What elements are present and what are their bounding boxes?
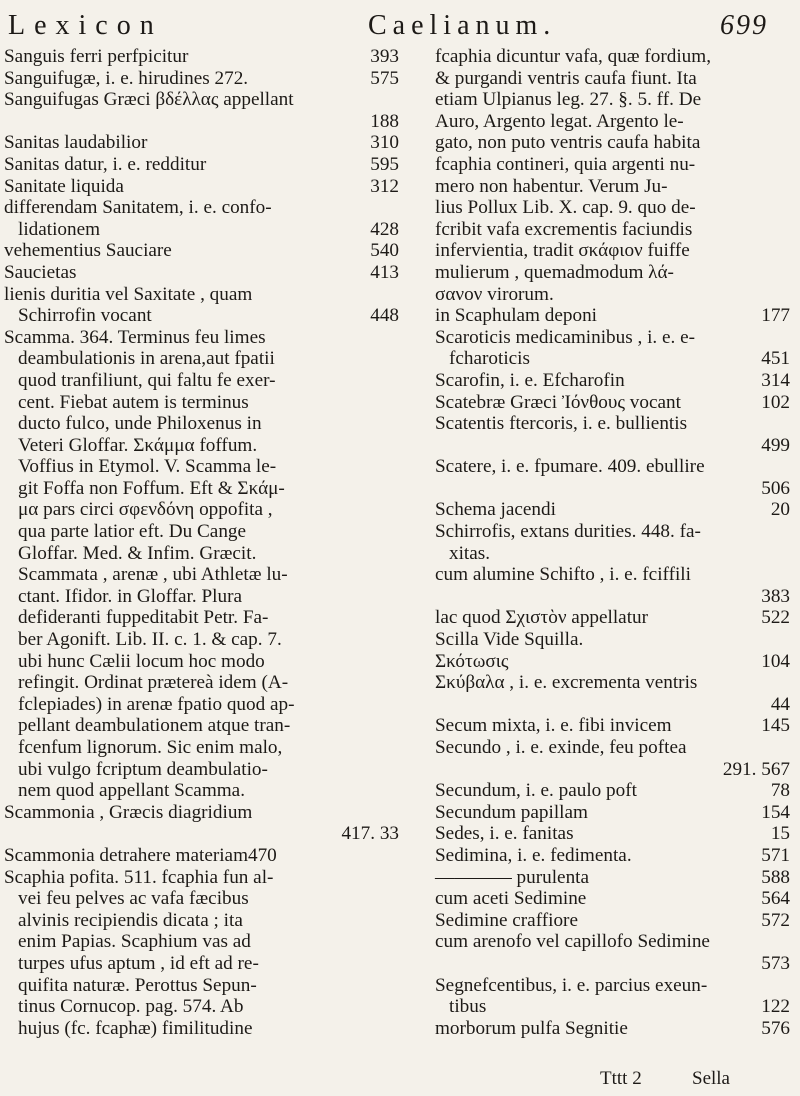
index-entry-line (4, 305, 399, 327)
entry-text: Auro, Argento legat. Argento le- (435, 110, 684, 132)
index-entry-line (435, 823, 790, 845)
entry-page-ref: 15 (770, 823, 790, 845)
index-entry-line (4, 737, 399, 759)
entry-text: ducto fulco, unde Philoxenus in (18, 413, 262, 435)
entry-page-ref: 104 (761, 650, 790, 672)
index-entry-line (435, 737, 790, 759)
entry-page-ref: 417. 33 (341, 823, 399, 845)
index-entry-line (4, 111, 399, 133)
entry-text: quifita naturæ. Perottus Sepun- (18, 974, 257, 996)
entry-page-ref: 145 (761, 715, 790, 737)
entry-text: Segnefcentibus, i. e. parcius exeun- (435, 974, 708, 996)
index-entry-line (4, 975, 399, 997)
entry-text: qua parte latior eft. Du Cange (18, 521, 247, 543)
entry-text: Secum mixta, i. e. fibi invicem (435, 715, 672, 737)
entry-text: vehementius Sauciare (4, 240, 172, 262)
index-entry-line (435, 197, 790, 219)
index-entry-line (435, 802, 790, 824)
entry-page-ref: 177 (761, 305, 790, 327)
entry-page-ref: 506 (761, 477, 790, 499)
entry-text: Secundum papillam (435, 801, 588, 823)
index-entry-line (4, 629, 399, 651)
index-entry-line (4, 327, 399, 349)
entry-text: nem quod appellant Scamma. (18, 780, 245, 802)
entry-text: mero non habentur. Verum Ju- (435, 175, 668, 197)
index-entry-line (4, 996, 399, 1018)
entry-text: fcribit vafa excrementis faciundis (435, 218, 693, 240)
entry-text: lienis duritia vel Saxitate , quam (4, 283, 253, 305)
entry-text: xitas. (449, 542, 491, 564)
index-entry-line (4, 780, 399, 802)
index-entry-line (435, 543, 790, 565)
entry-page-ref: 540 (370, 240, 399, 262)
index-entry-line (435, 499, 790, 521)
index-entry-line (435, 456, 790, 478)
index-entry-line (435, 262, 790, 284)
entry-page-ref: 575 (370, 67, 399, 89)
entry-text: Sanitas laudabilior (4, 132, 148, 154)
entry-text: & purgandi ventris caufa fiunt. Ita (435, 67, 697, 89)
index-entry-line (4, 197, 399, 219)
entry-text: Sanguifugas Græci βδέλλας appellant (4, 89, 294, 111)
index-entry-line (4, 435, 399, 457)
entry-text: Sanitas datur, i. e. redditur (4, 153, 207, 175)
index-entry-line (4, 802, 399, 824)
index-entry-line (4, 499, 399, 521)
index-entry-line (435, 89, 790, 111)
entry-text: Scamma. 364. Terminus feu limes (4, 326, 266, 348)
index-entry-line (435, 564, 790, 586)
running-head-left: Lexicon (8, 10, 163, 41)
index-entry-line (4, 888, 399, 910)
entry-text: Secundum, i. e. paulo poft (435, 780, 637, 802)
index-entry-line (435, 845, 790, 867)
entry-page-ref: 576 (761, 1017, 790, 1039)
entry-text: fcharoticis (449, 348, 530, 370)
entry-text: morborum pulfa Segnitie (435, 1017, 628, 1039)
entry-text: in Scaphulam deponi (435, 305, 597, 327)
entry-page-ref: 312 (370, 175, 399, 197)
index-entry-line (4, 456, 399, 478)
entry-text: Scatebræ Græci Ἰόνθους vocant (435, 391, 681, 413)
entry-text: Saucietas (4, 261, 77, 283)
entry-page-ref: 573 (761, 952, 790, 974)
entry-text: ubi hunc Cælii locum hoc modo (18, 650, 265, 672)
index-entry-line (435, 521, 790, 543)
entry-page-ref: 451 (761, 348, 790, 370)
entry-page-ref: 572 (761, 909, 790, 931)
index-entry-line (4, 672, 399, 694)
index-entry-line (435, 759, 790, 781)
index-entry-line (4, 564, 399, 586)
index-entry-line (4, 845, 399, 867)
entry-page-ref: 595 (370, 153, 399, 175)
index-entry-line (4, 715, 399, 737)
index-entry-line (4, 413, 399, 435)
index-entry-line (4, 478, 399, 500)
entry-page-ref: 588 (761, 866, 790, 888)
index-entry-line (435, 910, 790, 932)
index-entry-line (435, 284, 790, 306)
index-entry-line (4, 46, 399, 68)
entry-text: ber Agonift. Lib. II. c. 1. & cap. 7. (18, 629, 282, 651)
entry-page-ref: 571 (761, 844, 790, 866)
entry-page-ref: 314 (761, 369, 790, 391)
index-entry-line (4, 68, 399, 90)
index-entry-line (4, 392, 399, 414)
index-entry-line (435, 996, 790, 1018)
index-entry-line (4, 154, 399, 176)
entry-text: Gloffar. Med. & Infim. Græcit. (18, 542, 257, 564)
entry-text: Scammata , arenæ , ubi Athletæ lu- (18, 564, 288, 586)
index-entry-line (4, 132, 399, 154)
index-entry-line (435, 975, 790, 997)
entry-text: Σκότωσις (435, 650, 509, 672)
entry-text: infervientia, tradit σκάφιον fuiffe (435, 240, 690, 262)
entry-text: Sedimine craffiore (435, 909, 578, 931)
index-entry-line (435, 413, 790, 435)
entry-text: σανον virorum. (435, 283, 554, 305)
right-column (435, 46, 790, 1039)
index-entry-line (435, 780, 790, 802)
left-column (4, 46, 399, 1039)
index-entry-line (435, 219, 790, 241)
index-entry-line (435, 46, 790, 68)
entry-page-ref: 44 (770, 693, 790, 715)
entry-text: Voffius in Etymol. V. Scamma le- (18, 456, 277, 478)
entry-text: quod tranfiliunt, qui faltu fe exer- (18, 369, 276, 391)
running-head (8, 6, 788, 50)
index-entry-line (4, 931, 399, 953)
entry-page-ref: 78 (770, 780, 790, 802)
entry-page-ref: 448 (370, 305, 399, 327)
entry-text: mulierum , quemadmodum λά- (435, 261, 674, 283)
index-entry-line (435, 651, 790, 673)
index-entry-line (435, 694, 790, 716)
index-entry-line (435, 1018, 790, 1040)
entry-text: lidationem (18, 218, 101, 240)
entry-text: Scatentis ftercoris, i. e. bullientis (435, 413, 688, 435)
entry-text: tinus Cornucop. pag. 574. Ab (18, 996, 244, 1018)
entry-page-ref: 154 (761, 801, 790, 823)
entry-text: cum arenofo vel capillofo Sedimine (435, 931, 710, 953)
entry-text: pellant deambulationem atque tran- (18, 715, 291, 737)
index-entry-line (4, 521, 399, 543)
index-entry-line (435, 392, 790, 414)
entry-text: Veteri Gloffar. Σκάμμα foffum. (18, 434, 258, 456)
entry-text: etiam Ulpianus leg. 27. §. 5. ff. De (435, 89, 702, 111)
index-entry-line (435, 953, 790, 975)
index-entry-line (435, 931, 790, 953)
entry-text: Schirrofin vocant (18, 305, 152, 327)
entry-text: fcenfum lignorum. Sic enim malo, (18, 737, 283, 758)
entry-page-ref: 428 (370, 218, 399, 240)
index-entry-line (435, 672, 790, 694)
index-entry-line (4, 586, 399, 608)
entry-text: fcaphia dicuntur vafa, quæ fordium, (435, 46, 711, 67)
entry-text: Scatere, i. e. fpumare. 409. ebullire (435, 456, 705, 478)
entry-text: refingit. Ordinat prætereà idem (A- (18, 672, 289, 694)
entry-text: turpes ufus aptum , id eft ad re- (18, 952, 259, 974)
entry-page-ref: 383 (761, 585, 790, 607)
entry-text: ctant. Ifidor. in Gloffar. Plura (18, 585, 242, 607)
entry-text: Sanguifugæ, i. e. hirudines 272. (4, 67, 249, 89)
index-entry-line (435, 327, 790, 349)
entry-text: Scammonia detrahere materiam470 (4, 844, 277, 866)
entry-page-ref: 122 (761, 996, 790, 1018)
index-entry-line (435, 348, 790, 370)
entry-text: lius Pollux Lib. X. cap. 9. quo de- (435, 197, 696, 219)
entry-text: differendam Sanitatem, i. e. confo- (4, 197, 272, 219)
index-entry-line (435, 154, 790, 176)
entry-text: vei feu pelves ac vafa fæcibus (18, 888, 249, 910)
index-entry-line (4, 694, 399, 716)
entry-text: cum aceti Sedimine (435, 888, 587, 910)
entry-text: Scaphia pofita. 511. fcaphia fun al- (4, 866, 274, 888)
entry-page-ref: 291. 567 (722, 758, 790, 780)
catchword: Sella (692, 1068, 730, 1089)
entry-text: Scilla Vide Squilla. (435, 629, 584, 651)
index-entry-line (4, 1018, 399, 1040)
index-entry-line (435, 132, 790, 154)
index-entry-line (4, 910, 399, 932)
entry-text: lac quod Σχιστὸν appellatur (435, 607, 649, 629)
index-entry-line (4, 240, 399, 262)
index-entry-line (435, 240, 790, 262)
index-entry-line (4, 284, 399, 306)
entry-text: defideranti fuppeditabit Petr. Fa- (18, 607, 269, 629)
entry-text: Scammonia , Græcis diagridium (4, 801, 253, 823)
entry-page-ref: 188 (370, 110, 399, 132)
index-entry-line (4, 348, 399, 370)
page-number: 699 (720, 10, 768, 41)
index-entry-line (4, 176, 399, 198)
signature-mark: Tttt 2 (600, 1068, 642, 1089)
index-entry-line (435, 305, 790, 327)
entry-page-ref: 20 (770, 499, 790, 521)
index-entry-line (435, 68, 790, 90)
entry-page-ref: 499 (761, 434, 790, 456)
index-entry-line (435, 715, 790, 737)
entry-text: Schema jacendi (435, 499, 556, 521)
entry-text: fclepiades) in arenæ fpatio quod ap- (18, 693, 295, 715)
entry-text: cum alumine Schifto , i. e. fciffili (435, 564, 691, 586)
index-entry-line (435, 586, 790, 608)
entry-text: Σκύβαλα , i. e. excrementa ventris (435, 672, 698, 694)
index-entry-line (4, 651, 399, 673)
entry-text: enim Papias. Scaphium vas ad (18, 931, 251, 953)
entry-text: cent. Fiebat autem is terminus (18, 391, 249, 413)
entry-text: Schirrofis, extans durities. 448. fa- (435, 521, 701, 543)
entry-text: tibus (449, 996, 487, 1018)
running-head-center: Caelianum. (368, 10, 557, 41)
index-entry-line (4, 759, 399, 781)
index-entry-line (4, 823, 399, 845)
entry-text: gato, non puto ventris caufa habita (435, 132, 701, 154)
index-entry-line (435, 370, 790, 392)
entry-page-ref: 393 (370, 46, 399, 67)
entry-page-ref: 310 (370, 132, 399, 154)
entry-text: alvinis recipiendis dicata ; ita (18, 909, 243, 931)
index-entry-line (4, 607, 399, 629)
entry-page-ref: 564 (761, 888, 790, 910)
index-entry-line (4, 953, 399, 975)
entry-text: Sedes, i. e. fanitas (435, 823, 574, 845)
entry-page-ref: 522 (761, 607, 790, 629)
entry-text: deambulationis in arena,aut fpatii (18, 348, 275, 370)
entry-page-ref: 413 (370, 261, 399, 283)
index-entry-line (435, 629, 790, 651)
index-entry-line (435, 888, 790, 910)
index-entry-line (435, 607, 790, 629)
entry-text: fcaphia contineri, quia argenti nu- (435, 153, 696, 175)
index-entry-line (435, 478, 790, 500)
entry-text: ubi vulgo fcriptum deambulatio- (18, 758, 268, 780)
entry-text: Scarofin, i. e. Efcharofin (435, 369, 625, 391)
entry-text: git Foffa non Foffum. Eft & Σκάμ- (18, 477, 285, 499)
index-entry-line (435, 435, 790, 457)
index-entry-line (4, 543, 399, 565)
index-entry-line (4, 89, 399, 111)
entry-text: ———— purulenta (435, 866, 590, 888)
index-entry-line (435, 867, 790, 889)
entry-text: hujus (fc. fcaphæ) fimilitudine (18, 1017, 253, 1039)
entry-text: Sedimina, i. e. fedimenta. (435, 844, 632, 866)
index-entry-line (4, 370, 399, 392)
index-entry-line (435, 176, 790, 198)
entry-text: Sanguis ferri perfpicitur (4, 46, 189, 67)
entry-text: Scaroticis medicaminibus , i. e. e- (435, 326, 696, 348)
entry-text: μα pars circi σφενδόνη oppofita , (18, 499, 273, 521)
entry-text: Secundo , i. e. exinde, feu poftea (435, 737, 687, 758)
entry-text: Sanitate liquida (4, 175, 124, 197)
index-entry-line (4, 219, 399, 241)
index-entry-line (435, 111, 790, 133)
index-entry-line (4, 262, 399, 284)
index-entry-line (4, 867, 399, 889)
entry-page-ref: 102 (761, 391, 790, 413)
